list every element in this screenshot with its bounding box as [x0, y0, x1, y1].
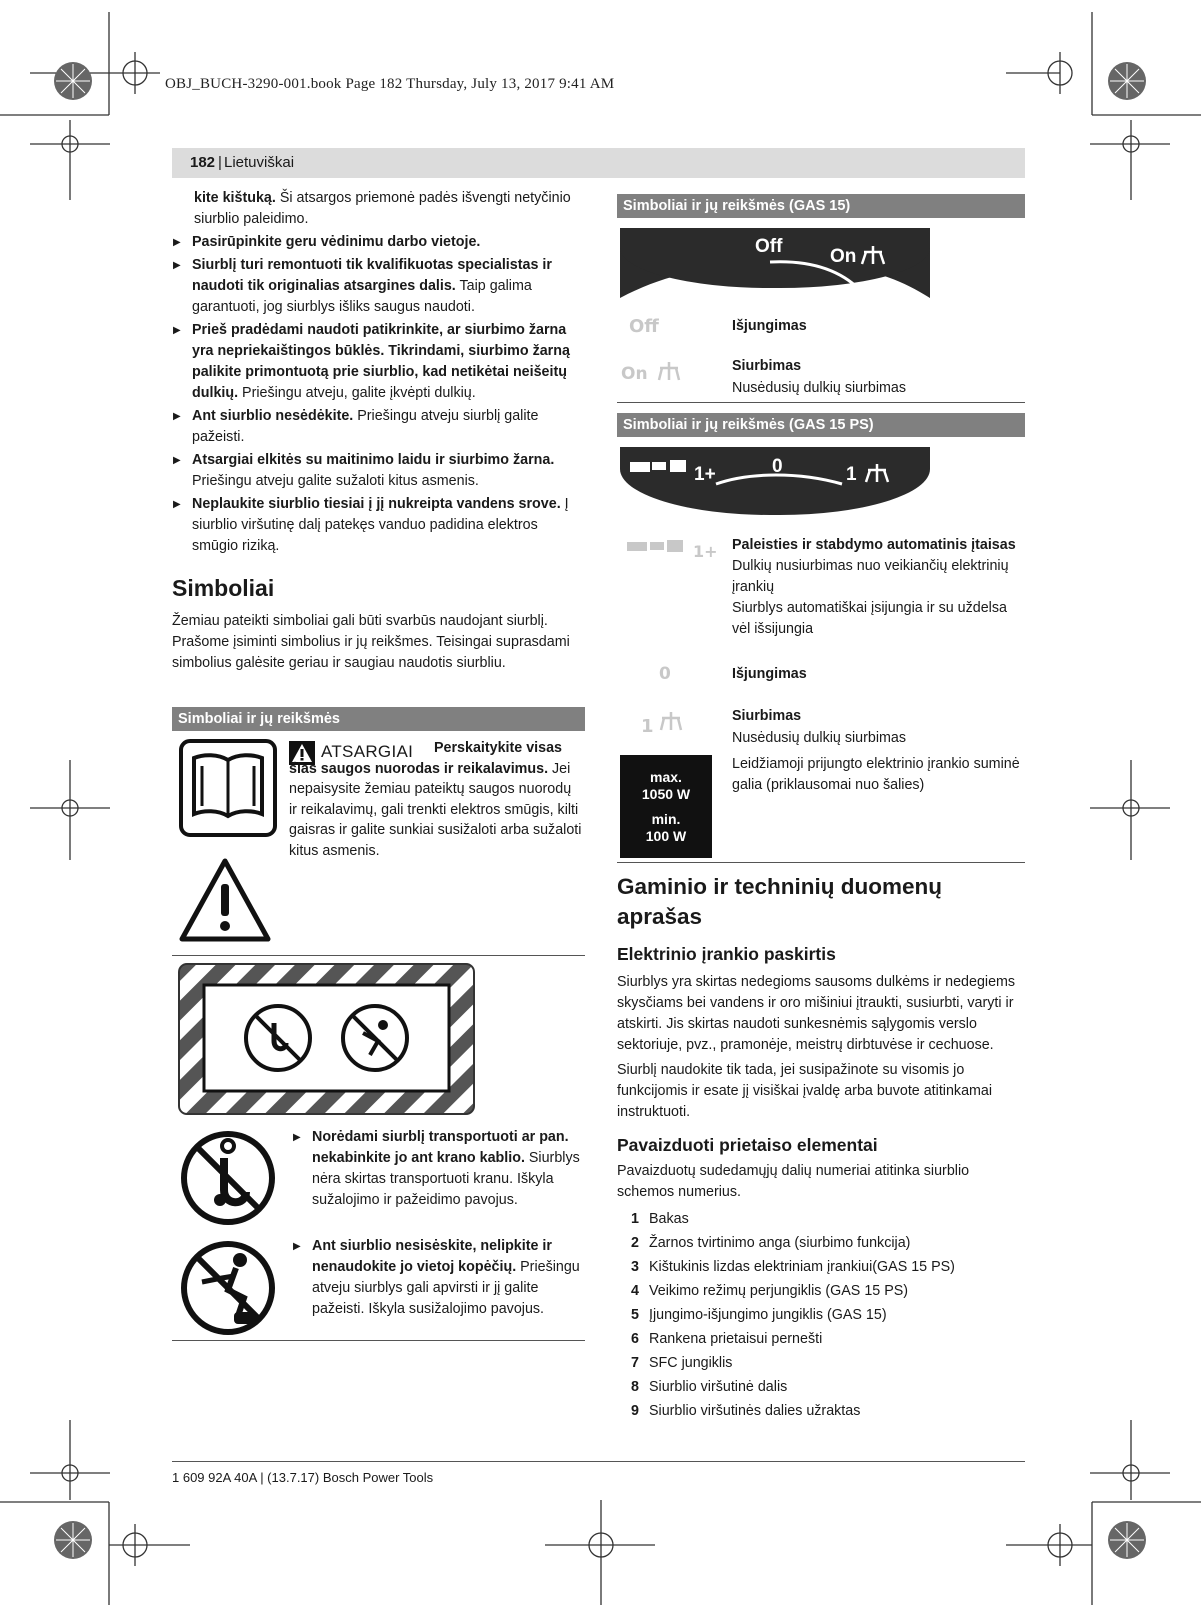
power-desc: Leidžiamoji prijungto elektrinio įrankio suminė galia (priklausomai nuo šalies) [732, 756, 1020, 793]
power-min: min. 100 W [645, 811, 687, 844]
zero-symbol: 0 [659, 664, 671, 684]
gas15ps-dial-left: 1+ [694, 464, 716, 485]
list-item: 2 Žarnos tvirtinimo anga (siurbimo funkcija) [631, 1235, 911, 1251]
footer-rule [172, 1461, 1025, 1462]
warning-triangle-icon [178, 856, 272, 944]
list-item: 8 Siurblio viršutinė dalis [631, 1379, 788, 1395]
intro-text: Ši atsargos priemonė padės išvengti netyčinio siurblio paleidimo. [194, 190, 571, 227]
one-desc: Nusėdusių dulkių siurbimas [732, 730, 907, 746]
on-desc: Nusėdusių dulkių siurbimas [732, 380, 907, 396]
gas15ps-dial-right: 1 [846, 464, 857, 485]
divider [172, 955, 585, 956]
usage-heading: Elektrinio įrankio paskirtis [617, 944, 836, 964]
page-number: 182 [190, 154, 216, 171]
crane-warning: ▶ Norėdami siurblį transportuoti ar pan. nekabinkite jo ant krano kablio. Siurblys nėra skirtas transportuoti kranu. Iškyla sužalojimo ir pažeidimo pavojus. [292, 1127, 584, 1211]
bullet-item: ▶ Ant siurblio nesėdėkite. Priešingu atveju siurblį galite pažeisti. [172, 406, 582, 448]
header-separator: | [218, 154, 222, 171]
sitting-warning: ▶ Ant siurblio nesisėskite, nelipkite ir nenaudokite jo vietoj kopėčių. Priešingu atveju siurblys gali apvirsti ir jį galite pažeisti. Iškyla susižalojimo pavojus. [292, 1236, 584, 1320]
list-item: 7 SFC jungiklis [631, 1355, 733, 1371]
divider [172, 1340, 585, 1341]
on-title: Siurbimas [732, 358, 802, 374]
safety-bullets [172, 232, 582, 557]
page-header-bar [172, 148, 1025, 178]
bullet-item: ▶ Siurblį turi remontuoti tik kvalifikuotas specialistas ir naudoti tik originalias atsargines dalis. Taip galima garantuoti, jog siurblys išliks saugus naudoti. [172, 255, 582, 318]
auto-symbol: 1+ [693, 542, 718, 561]
footer-text: 1 609 92A 40A | (13.7.17) Bosch Power Tools [172, 1470, 434, 1485]
file-info-line: OBJ_BUCH-3290-001.book Page 182 Thursday, July 13, 2017 9:41 AM [165, 76, 615, 92]
product-description-heading: Gaminio ir techninių duomenų aprašas [617, 874, 943, 929]
dust-extraction-icon [659, 710, 683, 732]
list-item: 5 Įjungimo-išjungimo jungiklis (GAS 15) [631, 1307, 887, 1323]
warning-word: ATSARGIAI [321, 742, 414, 761]
gas15-dial-on: On [830, 246, 857, 267]
bullet-item: ▶ Prieš pradėdami naudoti patikrinkite, ar siurbimo žarna yra nepriekaištingos būklės. Tikrindami, siurbimo žarną palikite primontuotą prie siurblio, kad netikėtai neišeitų dulkių. Priešingu atveju, galite įkvėpti dulkių. [172, 320, 582, 404]
no-sitting-icon [178, 1238, 278, 1338]
bullet-item: ▶ Neplaukite siurblio tiesiai į jį nukreipta vandens srove. Į siurblio viršutinę dalį patekęs vanduo padidina elektros smūgio riziką. [172, 494, 582, 557]
intro-paragraph [172, 188, 582, 230]
power-max: max. 1050 W [641, 769, 691, 802]
tool-icons [627, 539, 691, 555]
list-item: 1 Bakas [631, 1211, 689, 1227]
bullet-item: ▶ Pasirūpinkite geru vėdinimu darbo vietoje. [172, 232, 582, 253]
usage-paragraph-2: Siurblį naudokite tik tada, jei susipažinote su visomis jo funkcijomis ir esate jį visiškai įvaldę arba buvote atitinkamai instruktuoti. [617, 1062, 993, 1120]
intro-bold: kite kištuką. [194, 190, 276, 206]
elements-intro: Pavaizduotų sudedamųjų dalių numeriai atitinka siurblio schemos numerius. [617, 1163, 970, 1200]
gas15-dial-off: Off [755, 236, 783, 257]
divider [617, 862, 1025, 863]
elements-list [617, 1207, 1027, 1423]
symbols-intro: Žemiau pateikti simboliai gali būti svarbūs naudojant siurblį. Prašome įsiminti simbolius ir jų reikšmes. Teisingai suprasdami simbolius galėsite geriau ir saugiau naudotis siurbliu. [172, 613, 570, 671]
right-lower-column [617, 872, 1027, 1423]
off-title: Išjungimas [732, 318, 807, 334]
on-symbol: On [621, 364, 648, 384]
list-item: 3 Kištukinis lizdas elektriniam įrankiui(GAS 15 PS) [631, 1259, 955, 1275]
manual-book-icon [178, 738, 278, 838]
bullet-item: ▶ Atsargiai elkitės su maitinimo laidu ir siurbimo žarna. Priešingu atveju galite sužaloti kitus asmenis. [172, 450, 582, 492]
dial-arc [620, 470, 930, 510]
list-item: 9 Siurblio viršutinės dalies užraktas [631, 1403, 861, 1419]
zero-title: Išjungimas [732, 666, 807, 682]
page-language: Lietuviškai [224, 154, 295, 171]
auto-desc: Dulkių nusiurbimas nuo veikiančių elektrinių įrankių Siurblys automatiškai įsijungia ir su uždelsa vėl išsijungia [732, 558, 1009, 637]
symbols-heading: Simboliai [172, 575, 275, 601]
symbols-table-header: Simboliai ir jų reikšmės [172, 707, 585, 731]
hazard-sign-image [178, 963, 475, 1115]
list-item: 6 Rankena prietaisui pernešti [631, 1331, 823, 1347]
power-box [620, 755, 712, 858]
auto-title: Paleisties ir stabdymo automatinis įtaisas [732, 537, 1016, 553]
warning-text: Perskaitykite visas šias saugos nuorodas ir reikalavimus. Jei nepaisysite žemiau pateiktų saugos nuorodų ir reikalavimų, gali trenkti elektros smūgis, kilti gaisras ir galite sunkiai susižaloti arba sužaloti kitus asmenis. [289, 740, 582, 859]
off-symbol: Off [629, 316, 659, 337]
dial-arc [620, 250, 930, 300]
no-crane-hook-icon [178, 1128, 278, 1228]
dust-extraction-icon [657, 360, 681, 382]
list-item: 4 Veikimo režimų perjungiklis (GAS 15 PS) [631, 1283, 909, 1299]
one-title: Siurbimas [732, 708, 802, 724]
divider [617, 402, 1025, 403]
usage-paragraph-1: Siurblys yra skirtas nedegioms sausoms dulkėms ir nedegiems skysčiams bei vandens ir oro mišiniui įtraukti, susiurbti, varyti ir atskirti. Jis skirtas naudoti sunkesnėmis sąlygomis verslo sektoriuje, pvz., pramonėje, meistrų dirbtuvėse ir cechuose. [617, 974, 1016, 1053]
gas15ps-dial-mid: 0 [772, 456, 783, 477]
gas15ps-header: Simboliai ir jų reikšmės (GAS 15 PS) [617, 413, 1025, 437]
gas15-header: Simboliai ir jų reikšmės (GAS 15) [617, 194, 1025, 218]
left-column [172, 188, 582, 674]
elements-heading: Pavaizduoti prietaiso elementai [617, 1135, 878, 1155]
one-symbol: 1 [641, 716, 654, 737]
